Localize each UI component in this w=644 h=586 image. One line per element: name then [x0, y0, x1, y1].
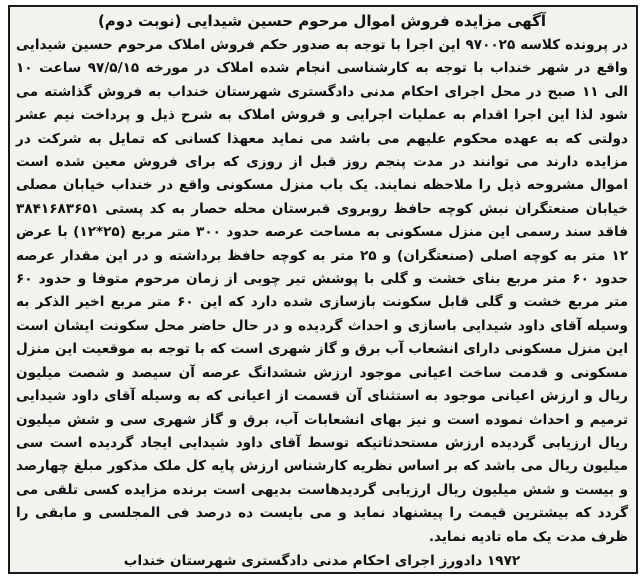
- notice-footer: ۱۹۷۲ دادورز اجرای احکام مدنی دادگستری شهرستان خنداب: [123, 552, 521, 569]
- notice-body: در پرونده کلاسه ۹۷۰۰۲۵ این اجرا با توجه به صدور حکم فروش املاک مرحوم حسین شیدایی واقع در شهر خنداب با توجه به کارشناسی انجام شده املاک در مورخه ۹۷/۵/۱۵ ساعت ۱۰ الی ۱۱ صبح در محل اجرای احکام مدنی دادگستری شهرستان خنداب به فروش گذاشته می شود لذا این اجرا اقدام به عملیات اجرایی و فروش املاک به شرح ذیل و پرداخت نیم عشر دولتی که به عهده محکوم علیهم می باشد می نماید معهذا کسانی که تمایل به شرکت در مزایده دارند می توانند در مدت پنجم روز قبل از روزی که برای فروش معین شده است اموال مشروحه ذیل را ملاحظه نمایند. یک باب منزل مسکونی واقع در خنداب خیابان مصلی خیابان صنعتگران نبش کوچه حافظ روبروی قبرستان محله حصار به کد پستی ۳۸۴۱۶۸۳۶۵۱ فاقد سند رسمی این منزل مسکونی به مساحت عرصه حدود ۳۰۰ متر مربع (۲۵*۱۲) با عرض ۱۲ متر به کوچه اصلی (صنعتگران) و ۲۵ متر به کوچه حافظ برداشته و در این مقدار عرصه حدود ۶۰ متر مربع بنای خشت و گلی با پوشش تیر چوبی از زمان مرحوم متوفا و حدود ۶۰ متر مربع خشت و گلی قابل سکونت بازسازی شده دارد که این ۶۰ متر مربع اخیر الذکر به وسیله آقای داود شیدایی باسازی و احداث گردیده و در حال حاضر محل سکونت ایشان است این منزل مسکونی دارای انشعاب آب برق و گاز شهری است که با توجه به موقعیت این منزل مسکونی و قدمت ساخت اعیانی موجود ارزش ششدانگ عرصه آن سیصد و شصت میلیون ریال و ارزش اعیانی موجود به استثنای آن قسمت از اعیانی که به وسیله آقای داود شیدایی ترمیم و احداث نموده است و نیز بهای انشعابات آب، برق و گاز شهری سی و شش میلیون ریال ارزیابی گردیده ارزش مستحدثاتیکه توسط آقای داود شیدایی ایجاد گردیده است سی میلیون ریال می باشد که بر اساس نظریه کارشناس ارزش پایه کل ملک مذکور مبلغ چهارصد و بیست و شش میلیون ریال ارزیابی گردیدهاست بدیهی است برنده مزایده کسی تلقی می گردد که بیشترین قیمت را پیشنهاد نماید و می بایست ده درصد فی المجلسی و مابقی را ظرف مدت یک ماه تادیه نماید.: [16, 37, 629, 545]
- notice-title: آگهی مزایده فروش اموال مرحوم حسین شیدایی (نوبت دوم): [97, 12, 547, 30]
- auction-notice: [8, 5, 638, 574]
